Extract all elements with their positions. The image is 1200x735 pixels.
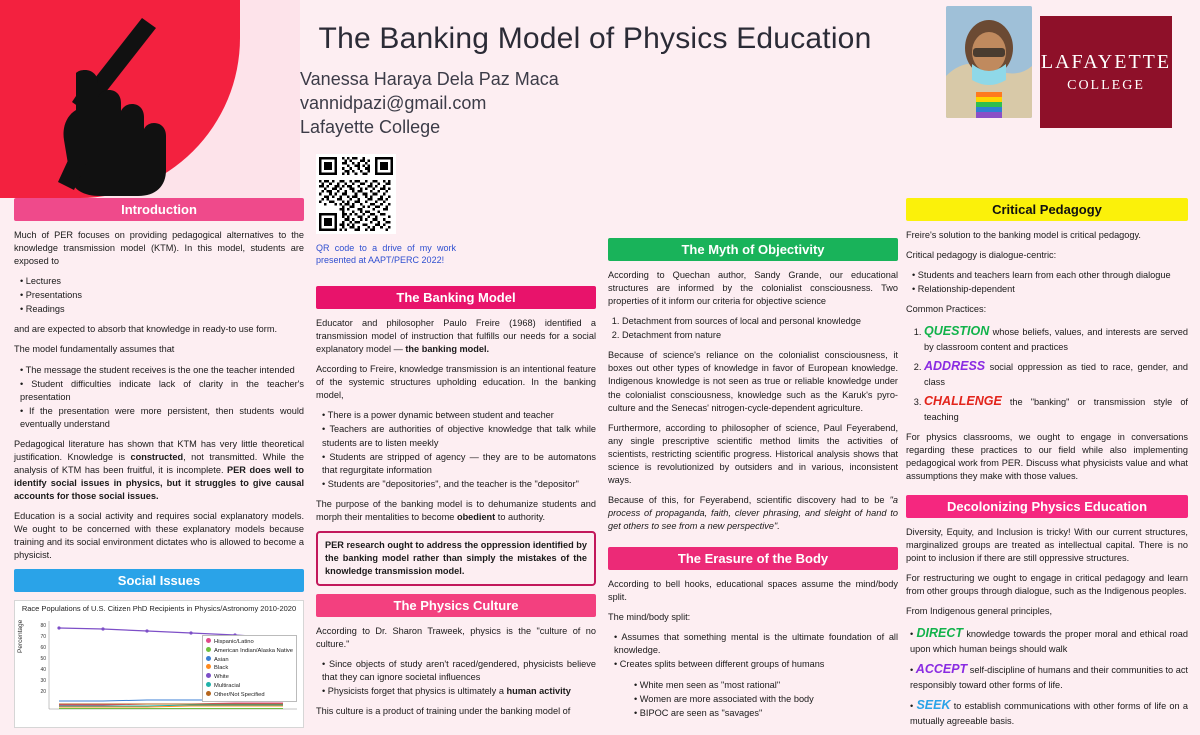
qr-block <box>316 154 456 266</box>
objectivity-p3: Furthermore, according to philosopher of science, Paul Feyerabend, any single prescriptive scientific method limits the activities of scientists, restricting scientific progress. Historical analysis shows that science is revolutionized by outsiders and in various, inconsistent ways. <box>608 422 898 485</box>
culture-p2: This culture is a product of training under the banking model of <box>316 706 571 717</box>
svg-text:40: 40 <box>40 667 46 674</box>
objectivity-p4-a: Because of this, for Feyerabend, scientific discovery had to be <box>608 494 890 505</box>
list-item <box>910 697 1188 728</box>
banking-p2: According to Freire, knowledge transmission is an intentional feature of the systemic structures upholding education. In the banking model, <box>316 364 596 401</box>
list-item: • Presentations <box>20 289 304 302</box>
chart-legend <box>202 635 297 702</box>
culture-list <box>316 658 596 698</box>
banking-callout-box: PER research ought to address the oppression identified by the banking model rather than simply the mistakes of the knowledge transmission model. <box>316 531 596 586</box>
objectivity-quote: "a process of propaganda, faith, clever phrasing, and sleight of hand to get others to see from a new perspective". <box>608 494 898 532</box>
lafayette-college-logo <box>1040 16 1172 128</box>
intro-p4 <box>14 438 304 503</box>
cp-p4: For physics classrooms, we ought to engage in conversations regarding these practices to our field while also implementing pedagogical work from PER. Discuss what physicists value and what assumptions they make with those values. <box>906 431 1188 481</box>
svg-text:60: 60 <box>40 645 46 652</box>
race-populations-chart <box>14 600 304 728</box>
principle-keyword: SEEK <box>916 698 951 712</box>
list-item <box>924 323 1188 354</box>
list-item: • If the presentation were more persistent, then students would eventually understand <box>20 405 304 431</box>
qr-code-image <box>316 154 396 234</box>
list-item <box>924 358 1188 389</box>
objectivity-list <box>608 315 898 342</box>
list-item: • BIPOC are seen as "savages" <box>634 707 898 720</box>
legend-item <box>206 691 293 700</box>
legend-label: Hispanic/Latino <box>214 639 254 646</box>
banking-p1-bold: the banking model. <box>405 344 490 355</box>
legend-item <box>206 647 293 656</box>
qr-caption: QR code to a drive of my work presented at AAPT/PERC 2022! <box>316 243 456 265</box>
dec-p3: From Indigenous general principles, <box>906 606 1053 617</box>
column-4 <box>906 198 1188 735</box>
practice-text: the "banking" or transmission style of teaching <box>924 396 1188 422</box>
practice-text: whose beliefs, values, and interests are served by classroom content and practices <box>924 327 1188 353</box>
cp-practices <box>906 323 1188 423</box>
section-header-objectivity: The Myth of Objectivity <box>608 238 898 261</box>
intro-p5: Education is a social activity and requires social explanatory models. We ought to be concerned with these explanatory models because training and its social environment dictates who is allowed to become a physicist. <box>14 511 304 561</box>
list-item: • Relationship-dependent <box>912 283 1188 296</box>
banking-p3-c: to authority. <box>495 511 546 522</box>
column-1 <box>14 198 304 728</box>
principle-text: to establish communications with other forms of life on a mutually agreeable basis. <box>910 701 1188 726</box>
principle-text: self-discipline of humans and their communities to act responsibly toward other forms of life. <box>910 665 1188 690</box>
cp-p3: Common Practices: <box>906 304 987 315</box>
svg-text:20: 20 <box>40 689 46 696</box>
section-header-social-issues: Social Issues <box>14 569 304 592</box>
objectivity-p4 <box>608 494 898 533</box>
svg-text:80: 80 <box>40 623 46 630</box>
author-affiliation: Lafayette College <box>300 117 441 138</box>
cp-list <box>906 269 1188 296</box>
author-email: vannidpazi@gmail.com <box>300 92 487 113</box>
dec-p1: Diversity, Equity, and Inclusion is tricky! With our current structures, marginalized groups are treated as intellectual capital. There is no point to inclusion if there are still oppressive structures. <box>906 527 1188 564</box>
intro-list-2 <box>14 364 304 431</box>
legend-label: Other/Not Specified <box>214 691 265 698</box>
legend-label: American Indian/Alaska Native <box>214 648 293 655</box>
body-sublist <box>608 679 898 720</box>
column-2 <box>316 286 596 725</box>
page-title: The Banking Model of Physics Education <box>318 22 872 55</box>
legend-item <box>206 673 293 682</box>
section-header-decolonizing: Decolonizing Physics Education <box>906 495 1188 518</box>
svg-text:70: 70 <box>40 634 46 641</box>
intro-p1: Much of PER focuses on providing pedagogical alternatives to the knowledge transmission model (KTM). In this model, students are exposed to <box>14 230 304 267</box>
raised-fist-icon <box>22 6 212 196</box>
list-item <box>910 625 1188 656</box>
author-name: Vanessa Haraya Dela Paz Maca <box>300 68 559 89</box>
culture-item-bold: human activity <box>506 686 571 697</box>
intro-p3: The model fundamentally assumes that <box>14 344 175 355</box>
legend-label: White <box>214 674 229 681</box>
culture-item-a: Physicists forget that physics is ultimately a <box>327 686 507 697</box>
list-item: • The message the student receives is the one the teacher intended <box>20 364 304 377</box>
practice-text: social oppression as tied to race, gender, and class <box>924 362 1188 387</box>
chart-title: Race Populations of U.S. Citizen PhD Recipients in Physics/Astronomy 2010-2020 <box>21 604 297 614</box>
list-item: • Students are "depositories", and the teacher is the "depositor" <box>322 478 596 491</box>
list-item: 1. Detachment from sources of local and personal knowledge <box>622 315 898 328</box>
intro-p4-a: Pedagogical literature has shown that KTM has very little theoretical justification. Knowledge is <box>14 438 304 462</box>
list-item <box>910 661 1188 692</box>
logo-line-2: COLLEGE <box>1067 77 1145 93</box>
practice-keyword: QUESTION <box>924 324 990 339</box>
section-header-critical-pedagogy: Critical Pedagogy <box>906 198 1188 221</box>
legend-item <box>206 638 293 647</box>
legend-label: Black <box>214 665 229 672</box>
section-header-introduction: Introduction <box>14 198 304 221</box>
title-block <box>300 22 890 139</box>
list-item: • Creates splits between different groups of humans <box>614 658 898 671</box>
list-item: • Students and teachers learn from each other through dialogue <box>912 269 1188 282</box>
practice-keyword: ADDRESS <box>924 359 986 374</box>
banking-p3-a: The purpose of the banking model is to dehumanize students and morph their mentalities to become <box>316 498 596 522</box>
author-photo <box>946 6 1032 118</box>
principle-text: knowledge towards the proper moral and ethical road upon which human beings should walk <box>910 629 1188 655</box>
section-header-physics-culture: The Physics Culture <box>316 594 596 617</box>
banking-p3 <box>316 498 596 524</box>
intro-p4-c: , not transmitted. While the analysis of KTM has been fruitful, it is incomplete. <box>14 451 304 475</box>
objectivity-p2: Because of science's reliance on the colonialist consciousness, it boxes out other types of knowledge in favor of European knowledge. Indigenous knowledge is not seen as true or reliable knowledge under the colonialist consciousness, knowledge such as the Karuk's pyro-culture and the Senecas' nitrogen-cycle-dependent agriculture. <box>608 350 898 413</box>
legend-label: Asian <box>214 656 229 663</box>
body-p2: The mind/body split: <box>608 612 691 623</box>
banking-list <box>316 409 596 490</box>
intro-p4-bold-constructed: constructed <box>130 451 184 462</box>
cp-p1: Freire's solution to the banking model is critical pedagogy. <box>906 230 1141 240</box>
list-item: • Lectures <box>20 275 304 288</box>
list-item: • Assumes that something mental is the ultimate foundation of all knowledge. <box>614 631 898 657</box>
principle-keyword: DIRECT <box>916 626 964 641</box>
list-item: • Students are stripped of agency — they are to be automatons that regurgitate information <box>322 451 596 477</box>
banking-p1 <box>316 317 596 356</box>
list-item <box>322 685 596 698</box>
dec-principles <box>906 625 1188 727</box>
intro-p4-bold-claim: PER does well to identify social issues in physics, but it struggles to give causal accounts for those social issues. <box>14 464 304 502</box>
legend-item <box>206 682 293 691</box>
list-item: • Since objects of study aren't raced/gendered, physicists believe that they can ignore societal influences <box>322 658 596 684</box>
svg-text:30: 30 <box>40 678 46 685</box>
logo-line-1: LAFAYETTE <box>1040 50 1172 73</box>
banking-p3-bold: obedient <box>456 511 496 522</box>
section-header-erasure-of-body: The Erasure of the Body <box>608 547 898 570</box>
principle-keyword: ACCEPT <box>915 662 968 677</box>
culture-p1: According to Dr. Sharon Traweek, physics is the "culture of no culture." <box>316 626 596 650</box>
header-art <box>0 0 300 198</box>
list-item: • White men seen as "most rational" <box>634 679 898 692</box>
list-item: • Teachers are authorities of objective knowledge that talk while students are to listen meekly <box>322 423 596 449</box>
column-3 <box>608 238 898 727</box>
legend-item <box>206 656 293 665</box>
banking-p1-a: Educator and philosopher Paulo Freire (1968) identified a transmission model of instruction that fulfills our needs for a social explanatory model — <box>316 318 596 355</box>
section-header-banking-model: The Banking Model <box>316 286 596 309</box>
legend-label: Multiracial <box>214 682 241 689</box>
cp-p2: Critical pedagogy is dialogue-centric: <box>906 250 1057 261</box>
list-item <box>924 393 1188 424</box>
intro-list-1 <box>14 275 304 316</box>
dec-p2: For restructuring we ought to engage in critical pedagogy and learn from other groups through dialogue, such as the Indigenous peoples. <box>906 573 1188 597</box>
list-item: • Student difficulties indicate lack of clarity in the teacher's presentation <box>20 378 304 404</box>
list-item: • Readings <box>20 303 304 316</box>
body-list <box>608 631 898 671</box>
intro-p2: and are expected to absorb that knowledge in ready-to use form. <box>14 324 278 335</box>
chart-y-axis-label: Percentage <box>17 620 24 654</box>
list-item: 2. Detachment from nature <box>622 329 898 342</box>
svg-text:50: 50 <box>40 656 46 663</box>
legend-item <box>206 664 293 673</box>
body-p1: According to bell hooks, educational spaces assume the mind/body split. <box>608 579 898 603</box>
list-item: • There is a power dynamic between student and teacher <box>322 409 596 422</box>
practice-keyword: CHALLENGE <box>924 393 1002 408</box>
list-item: • Women are more associated with the body <box>634 693 898 706</box>
objectivity-p1: According to Quechan author, Sandy Grande, our educational structures are informed by the colonialist consciousness. Two properties of it inform our criteria for objective science <box>608 270 898 307</box>
